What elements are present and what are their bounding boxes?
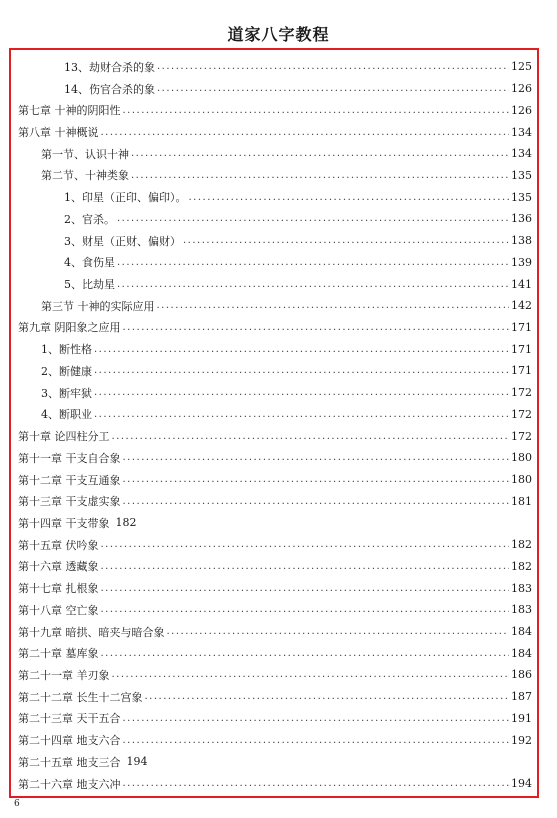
toc-entry[interactable] [18,186,532,208]
toc-entry-title: 第十二章 干支互通象 [18,473,121,487]
toc-entry-page: 171 [511,364,532,378]
toc-entry-page: 126 [511,82,532,96]
toc-dot-leader [117,279,509,290]
toc-entry-title: 第十七章 扎根象 [18,582,99,596]
toc-entry-page: 135 [511,190,532,204]
toc-dot-leader [101,604,510,615]
toc-entry[interactable] [18,338,532,360]
toc-entry[interactable] [18,621,532,643]
toc-entry[interactable] [18,143,532,165]
toc-entry[interactable] [18,490,532,512]
toc-entry-page: 183 [511,603,532,617]
toc-entry[interactable] [18,664,532,686]
toc-entry-page: 171 [511,320,532,334]
toc-entry-page: 136 [511,212,532,226]
toc-entry-title: 2、官杀。 [64,212,115,226]
toc-entry-page: 142 [511,299,532,313]
toc-entry-title: 4、食伤星 [64,256,115,270]
toc-entry[interactable] [18,773,532,795]
toc-entry-title: 1、印星（正印、偏印）。 [64,191,187,205]
toc-entry-page: 180 [511,473,532,487]
toc-entry-title: 1、断性格 [41,343,92,357]
toc-entry-title: 第一节、认识十神 [41,147,129,161]
toc-dot-leader [183,235,509,246]
toc-dot-leader [112,431,510,442]
page-number: 6 [14,799,20,809]
toc-entry[interactable] [18,599,532,621]
toc-entry[interactable] [18,99,532,121]
toc-entry-page: 183 [511,581,532,595]
toc-entry-title: 第三节 十神的实际应用 [41,299,155,313]
toc-entry[interactable] [18,686,532,708]
toc-entry-title: 2、断健康 [41,364,92,378]
toc-entry[interactable] [18,295,532,317]
toc-dot-leader [94,409,509,420]
toc-entry-page: 139 [511,255,532,269]
toc-entry[interactable] [18,708,532,730]
toc-entry-page: 194 [511,777,532,791]
toc-entry[interactable] [18,556,532,578]
toc-entry[interactable] [18,251,532,273]
toc-entry-title: 第二十六章 地支六冲 [18,777,121,791]
toc-dot-leader [101,648,510,659]
toc-entry[interactable] [18,425,532,447]
toc-entry-title: 第二节、十神类象 [41,169,129,183]
toc-entry[interactable] [18,512,532,534]
toc-dot-leader [131,148,509,159]
table-of-contents [9,48,539,798]
toc-dot-leader [94,344,509,355]
toc-entry-title: 第十四章 干支带象 [18,516,110,530]
toc-entry-title: 4、断职业 [41,408,92,422]
toc-entry[interactable] [18,447,532,469]
toc-entry-page: 172 [511,429,532,443]
toc-entry-title: 第九章 阴阳象之应用 [18,321,121,335]
toc-entry-page: 191 [511,711,532,725]
toc-entry-title: 第十章 论四柱分工 [18,430,110,444]
toc-entry-page: 192 [511,733,532,747]
toc-dot-leader [145,691,510,702]
toc-dot-leader [131,170,509,181]
toc-entry[interactable] [18,382,532,404]
toc-entry[interactable] [18,230,532,252]
toc-entry-title: 第二十章 墓库象 [18,647,99,661]
toc-dot-leader [123,496,510,507]
toc-entry-page: 180 [511,451,532,465]
toc-dot-leader [123,452,510,463]
toc-entry-title: 3、财星（正财、偏财） [64,234,181,248]
toc-dot-leader [123,322,510,333]
toc-entry[interactable] [18,165,532,187]
toc-entry[interactable] [18,534,532,556]
toc-entry[interactable] [18,208,532,230]
toc-entry-page: 134 [511,147,532,161]
toc-entry-page: 187 [511,690,532,704]
toc-dot-leader [101,583,510,594]
toc-dot-leader [157,61,509,72]
toc-entry-page: 172 [511,407,532,421]
toc-entry[interactable] [18,729,532,751]
toc-entry-page: 172 [511,386,532,400]
toc-entry-page: 182 [511,559,532,573]
toc-entry-page: 138 [511,234,532,248]
toc-entry[interactable] [18,577,532,599]
toc-entry-title: 第八章 十神概说 [18,126,99,140]
toc-entry-title: 14、伤官合杀的象 [64,82,155,96]
toc-entry-title: 5、比劫星 [64,278,115,292]
toc-entry-title: 第十六章 透藏象 [18,560,99,574]
toc-entry-page: 141 [511,277,532,291]
toc-entry-title: 第十三章 干支虚实象 [18,495,121,509]
toc-entry-page: 181 [511,494,532,508]
toc-dot-leader [117,213,509,224]
toc-dot-leader [123,735,510,746]
toc-entry[interactable] [18,273,532,295]
toc-entry[interactable] [18,121,532,143]
toc-entry-title: 第二十四章 地支六合 [18,734,121,748]
toc-entry[interactable] [18,751,532,773]
toc-dot-leader [123,105,510,116]
toc-entry-title: 第七章 十神的阴阳性 [18,104,121,118]
toc-entry-title: 13、劫财合杀的象 [64,60,155,74]
toc-entry[interactable] [18,404,532,426]
toc-dot-leader [101,539,510,550]
toc-entry-page: 125 [511,60,532,74]
toc-entry-page: 182 [115,516,137,530]
toc-entry-page: 182 [511,538,532,552]
toc-entry-page: 184 [511,646,532,660]
toc-entry[interactable] [18,642,532,664]
toc-dot-leader [112,669,510,680]
toc-entry-page: 126 [511,103,532,117]
toc-entry-title: 第二十三章 天干五合 [18,712,121,726]
toc-entry-page: 135 [511,168,532,182]
toc-entry[interactable] [18,469,532,491]
toc-entry-title: 第二十二章 长生十二宫象 [18,690,143,704]
toc-dot-leader [189,192,510,203]
toc-entry-title: 第十八章 空亡象 [18,603,99,617]
toc-entry[interactable] [18,78,532,100]
toc-dot-leader [167,626,510,637]
toc-dot-leader [157,300,510,311]
toc-dot-leader [123,474,510,485]
toc-dot-leader [123,778,510,789]
toc-dot-leader [101,561,510,572]
toc-entry[interactable] [18,317,532,339]
toc-entry-page: 184 [511,625,532,639]
toc-list [18,56,532,794]
toc-entry-page: 171 [511,342,532,356]
toc-entry-page: 134 [511,125,532,139]
toc-entry-title: 第十一章 干支自合象 [18,451,121,465]
toc-entry-page: 186 [511,668,532,682]
toc-entry[interactable] [18,360,532,382]
toc-entry-title: 第十九章 暗拱、暗夹与暗合象 [18,625,165,639]
toc-entry-page: 194 [126,755,148,769]
toc-dot-leader [94,365,509,376]
document-title: 道家八字教程 [227,25,330,44]
toc-entry[interactable] [18,56,532,78]
toc-dot-leader [157,83,509,94]
toc-entry-title: 第二十一章 羊刃象 [18,668,110,682]
toc-entry-title: 3、断牢狱 [41,386,92,400]
toc-dot-leader [117,257,509,268]
toc-dot-leader [94,387,509,398]
toc-dot-leader [101,127,510,138]
toc-entry-title: 第十五章 伏吟象 [18,538,99,552]
toc-dot-leader [123,713,510,724]
toc-entry-title: 第二十五章 地支三合 [18,755,121,769]
